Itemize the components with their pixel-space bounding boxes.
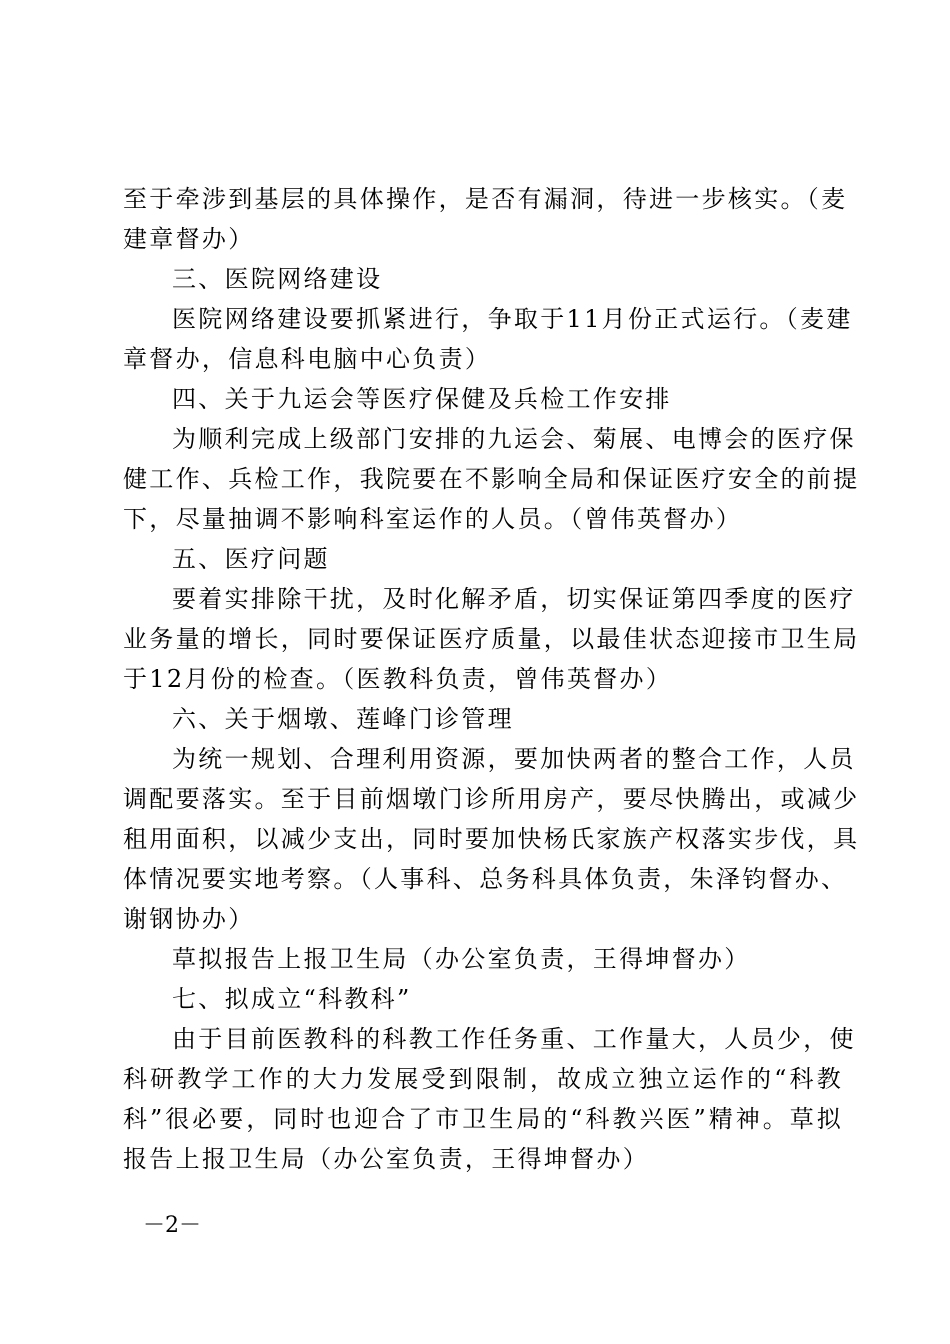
body-text-line: 建章督办） [123,225,255,253]
body-text-line: 租用面积，以减少支出，同时要加快杨氏家族产权落实步伐，具 [123,825,860,853]
body-text-line: 要着实排除干扰，及时化解矛盾，切实保证第四季度的医疗 [172,585,856,613]
section-heading: 七、拟成立“科教科” [172,985,412,1013]
body-text-line: 谢钢协办） [123,905,255,933]
body-text-line: 报告上报卫生局（办公室负责，王得坤督办） [123,1145,649,1173]
body-text-line: 业务量的增长，同时要保证医疗质量，以最佳状态迎接市卫生局 [123,625,860,653]
body-text-line: 体情况要实地考察。（人事科、总务科具体负责，朱泽钧督办、 [123,865,848,893]
body-text-line: 至于牵涉到基层的具体操作，是否有漏洞，待进一步核实。（麦 [123,185,848,213]
body-text-line: 草拟报告上报卫生局（办公室负责，王得坤督办） [172,945,751,973]
body-text-line: 章督办，信息科电脑中心负责） [123,345,492,373]
body-text-line: 为统一规划、合理利用资源，要加快两者的整合工作，人员 [172,745,856,773]
body-text-line: 健工作、兵检工作，我院要在不影响全局和保证医疗安全的前提 [123,465,860,493]
section-heading: 三、医院网络建设 [172,265,383,293]
body-text-line: 为顺利完成上级部门安排的九运会、菊展、电博会的医疗保 [172,425,856,453]
section-heading: 六、关于烟墩、莲峰门诊管理 [172,705,514,733]
body-text-line: 下，尽量抽调不影响科室运作的人员。（曾伟英督办） [123,505,743,533]
body-text-line: 医院网络建设要抓紧进行，争取于11月份正式运行。（麦建 [172,305,853,333]
body-text-line: 调配要落实。至于目前烟墩门诊所用房产，要尽快腾出，或减少 [123,785,860,813]
body-text-line: 由于目前医教科的科教工作任务重、工作量大，人员少，使 [172,1025,856,1053]
body-text-line: 科”很必要，同时也迎合了市卫生局的“科教兴医”精神。草拟 [123,1105,843,1133]
page-number: －2－ [143,1213,201,1238]
body-text-line: 科研教学工作的大力发展受到限制，故成立独立运作的“科教 [123,1065,843,1093]
section-heading: 四、关于九运会等医疗保健及兵检工作安排 [172,385,672,413]
section-heading: 五、医疗问题 [172,545,330,573]
body-text-line: 于12月份的检查。（医教科负责，曾伟英督办） [123,665,673,693]
